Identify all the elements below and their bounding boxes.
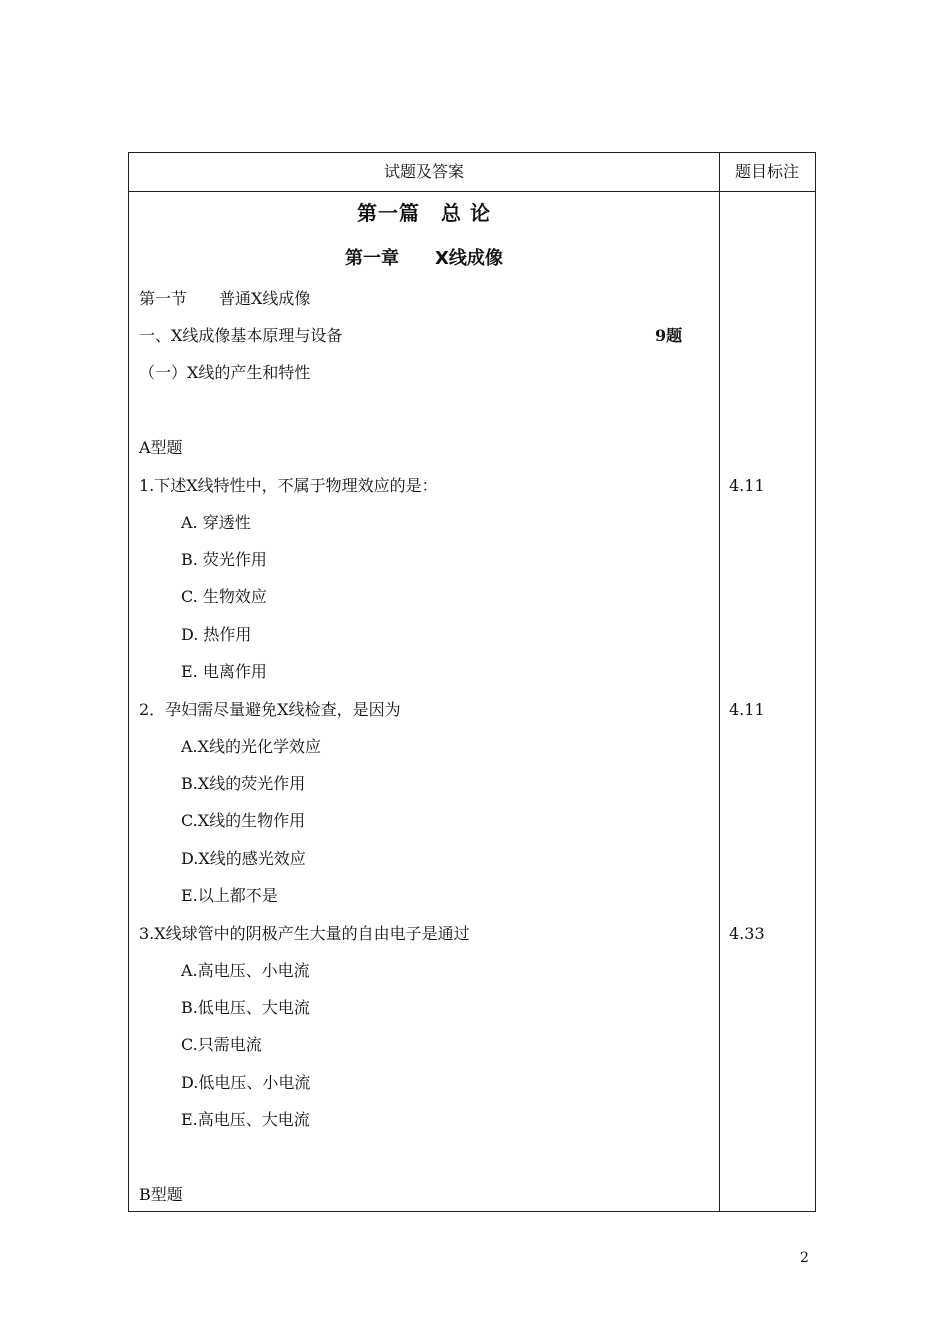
subsection-count: 9题 [655,326,683,345]
question-option: C.只需电流 [181,1035,262,1054]
subsubsection-title: （一）X线的产生和特性 [139,363,311,382]
question-option: A.X线的光化学效应 [181,737,322,756]
question-option: B.X线的荧光作用 [181,774,306,793]
section-title: 第一节 普通X线成像 [139,289,311,308]
question-option: D.X线的感光效应 [181,849,306,868]
question-option: C. 生物效应 [181,587,267,606]
question-option: B.低电压、大电流 [181,998,310,1017]
page-number: 2 [800,1250,809,1266]
question-option: C.X线的生物作用 [181,811,306,830]
type-a-label: A型题 [139,438,183,457]
question-stem: 1.下述X线特性中，不属于物理效应的是： [139,476,438,495]
question-option: D.低电压、小电流 [181,1073,311,1092]
header-content-column: 试题及答案 [383,162,464,181]
question-table [128,152,816,1212]
question-stem: 3.X线球管中的阴极产生大量的自由电子是通过 [139,924,470,943]
question-option: E.以上都不是 [181,886,278,905]
header-divider [129,191,815,192]
chapter-title: 第一章 X线成像 [345,248,503,269]
question-option: B. 荧光作用 [181,550,267,569]
question-option: D. 热作用 [181,625,252,644]
question-option: E. 电离作用 [181,662,267,681]
column-divider [719,153,720,1211]
header-notes-column: 题目标注 [734,162,799,181]
question-option: E.高电压、大电流 [181,1110,310,1129]
question-stem: 2．孕妇需尽量避免X线检查，是因为 [139,700,401,719]
question-note: 4.11 [729,700,765,719]
question-note: 4.33 [729,924,765,943]
type-b-label: B型题 [139,1185,183,1204]
question-note: 4.11 [729,476,765,495]
part-title: 第一篇 总 论 [357,201,491,225]
question-option: A.高电压、小电流 [181,961,310,980]
question-option: A. 穿透性 [181,513,251,532]
subsection-title: 一、X线成像基本原理与设备 [139,326,343,345]
